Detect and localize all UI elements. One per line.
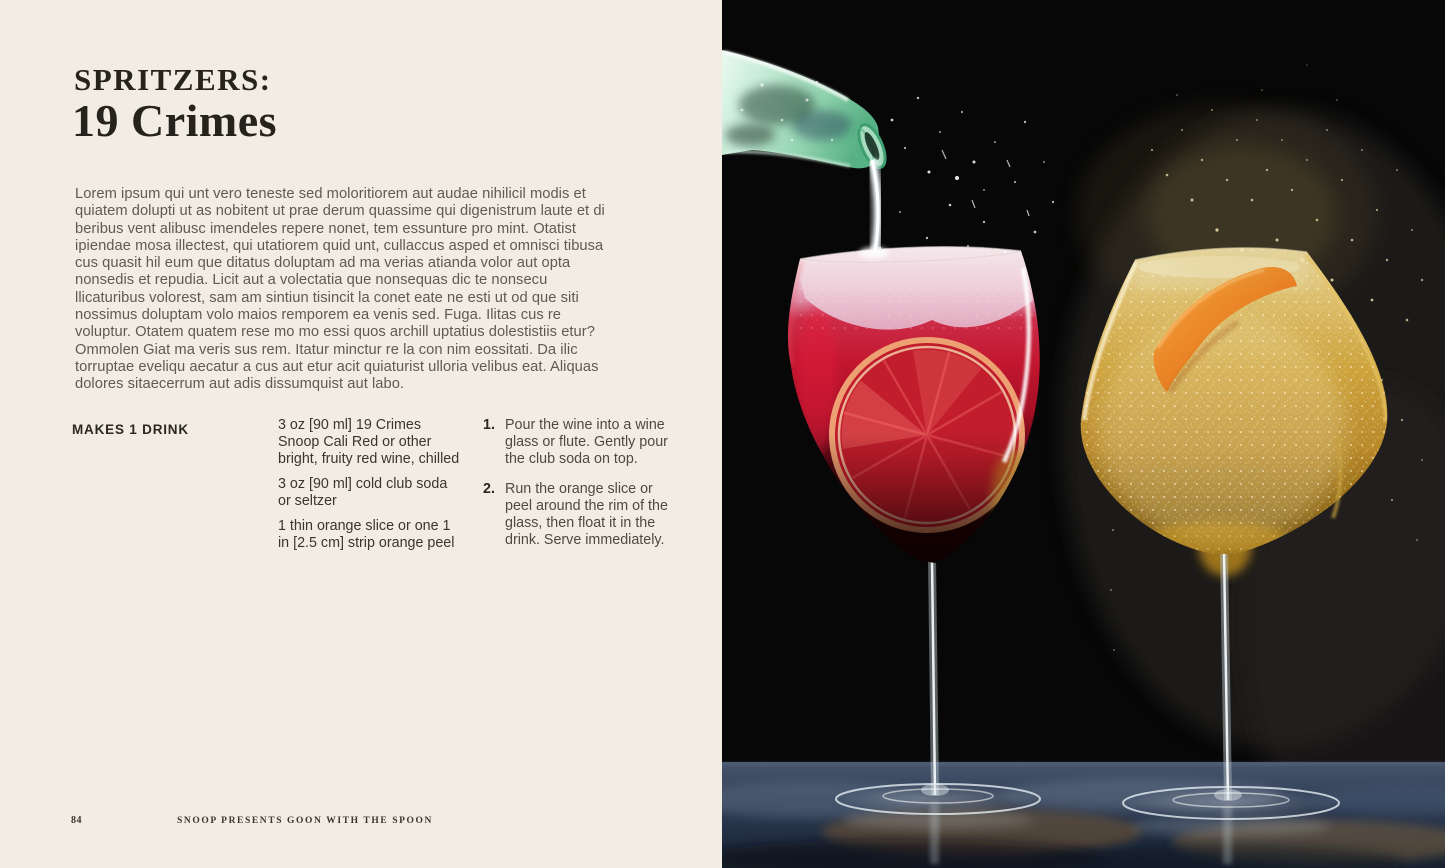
table-surface — [722, 762, 1445, 868]
drink-photo-illustration — [722, 0, 1445, 868]
ingredient-item: 1 thin orange slice or one 1 in [2.5 cm] strip orange peel — [278, 518, 455, 551]
page-number: 84 — [71, 815, 82, 826]
drink-photo — [722, 0, 1445, 868]
ingredient-list — [278, 417, 460, 560]
ingredient-item: 3 oz [90 ml] cold club soda or seltzer — [278, 476, 448, 509]
step-number: 2. — [483, 481, 495, 497]
step-text: Run the orange slice or peel around the rim of the glass, then float it in the drink. Serve immediately. — [505, 481, 668, 548]
recipe-intro: Lorem ipsum qui unt vero teneste sed moloritiorem aut audae nihilicil modis et quiatem dolupti ut as nobitent ut prae derum quassime qui digenistrum laute et di beribus vent alibusc imendeles repere nonet, tem essunture pro mint. Otatist ipiendae mosa illectest, qui utatiorem quid unt, cullaccus asped et omnisci tibusa cus quasit hil eum que ditatus doluptam ad ma verias atianda volor aut opta nonsedis et repudia. Licit aut a volectatia que nonsequas dic te nonsecu llicaturibus volorest, sam am sintiun tisincit la conet eate ne esti ut od que siti nossimus doluptam volo maios remporem ea venis sed. Fuga. Ilitas cus re voluptur. Otatem quatem rese mo mo essi quos archill uptatius dolestistiis etur? Ommolen Giat ma veris sus rem. Itatur minctur re la con nim eossitati. Da ilic torruptae eveliqu aecatur a cus aut etur acit quiaturist ulloria velibus eat. Aliquas dolores sitaecerrum aut adis dissumquist aut labo. — [75, 186, 605, 393]
yield-label: MAKES 1 DRINK — [72, 422, 189, 437]
step-text: Pour the wine into a wine glass or flute. Gently pour the club soda on top. — [505, 417, 668, 467]
recipe-title: 19 Crimes — [72, 95, 278, 146]
running-title: SNOOP PRESENTS GOON WITH THE SPOON — [177, 816, 433, 826]
step-item — [483, 481, 683, 549]
section-kicker: SPRITZERS: — [74, 62, 272, 97]
ingredient-item: 3 oz [90 ml] 19 Crimes Snoop Cali Red or other bright, fruity red wine, chilled — [278, 417, 460, 467]
recipe-page — [0, 0, 722, 868]
step-number: 1. — [483, 417, 495, 433]
step-item — [483, 417, 683, 468]
step-list — [483, 417, 683, 562]
